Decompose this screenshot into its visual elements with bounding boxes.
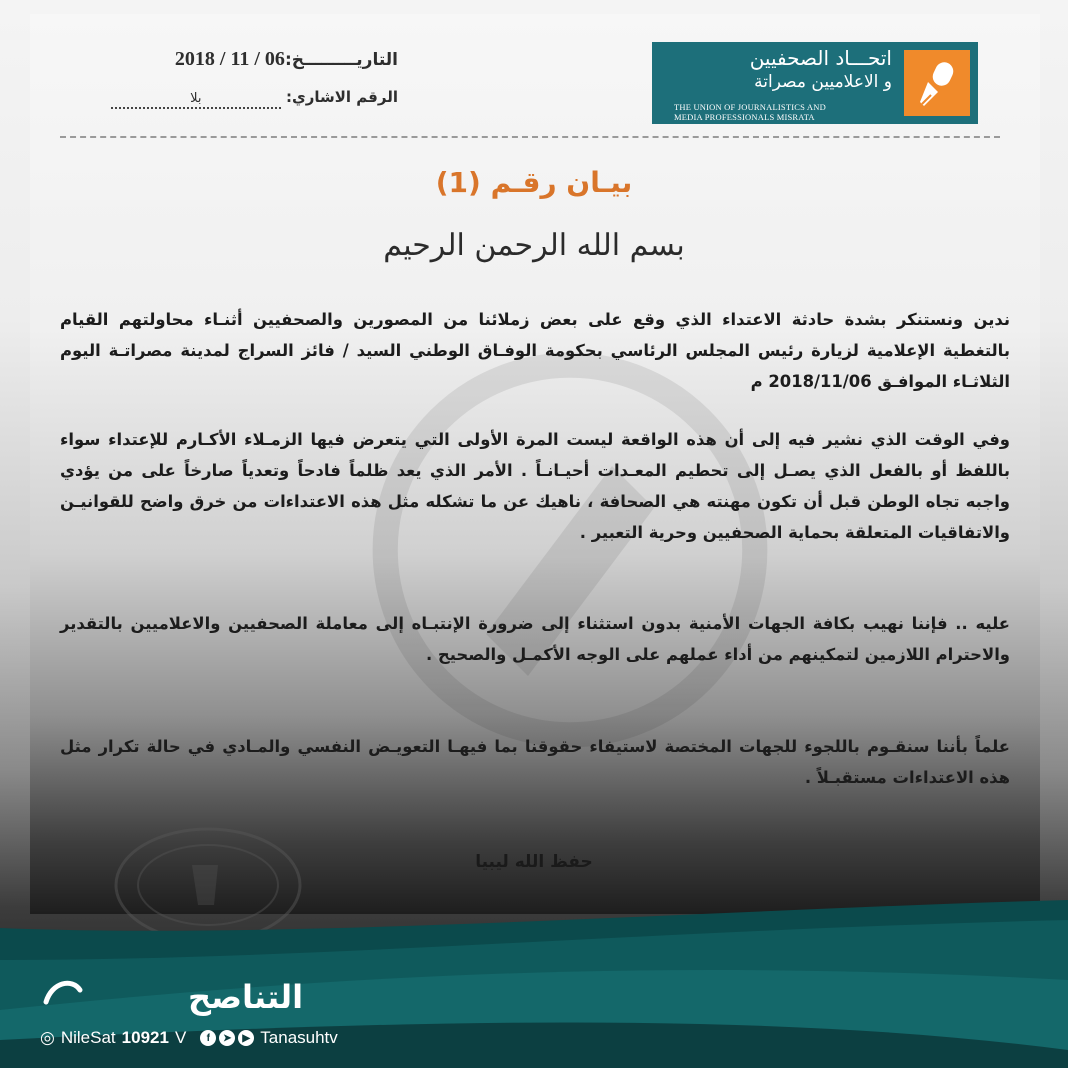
channel-name: التناصح — [188, 978, 304, 1016]
paragraph-1: ندين ونستنكر بشدة حادثة الاعتداء الذي وقع على بعض زملائنا من المصورين والصحفيين أثنـاء محاولتهم القيام بالتغطية الإعلامية لزيارة رئيس المجلس الرئاسي بحكومة الوفـاق الوطني السيد / فائز السراج لمدينة مصراتـة اليوم الثلاثـاء الموافـق 2018/11/06 م — [60, 310, 1010, 391]
telegram-icon: ➤ — [219, 1030, 235, 1046]
logo-arabic-line1: اتحـــاد الصحفيين — [749, 46, 892, 70]
channel-handles — [40, 1028, 338, 1048]
logo-english-line2: MEDIA PROFESSIONALS MISRATA — [674, 112, 815, 122]
satellite-suffix: V — [174, 1028, 187, 1047]
reference-line — [111, 88, 398, 109]
paragraph-2: وفي الوقت الذي نشير فيه إلى أن هذه الواقعة ليست المرة الأولى التي يتعرض فيها الزمـلاء الأكـارم للإعتداء سواء باللفظ أو بالفعل الذي يصـل إلى تحطيم المعـدات أحيـانـاً . الأمر الذي يعد ظلماً فادحاً وتعدياً صارخاً على من يؤدي واجبه تجاه الوطن قبل أن تكون مهنته هي الصحافة ، ناهيك عن ما تشكله مثل هذه الاعتداءات من خرق واضح للقوانيـن والاتفاقيات المتعلقة بحماية الصحفيين وحرية التعبير . — [60, 430, 1010, 542]
youtube-icon: ▶ — [238, 1030, 254, 1046]
satellite-prefix: NileSat — [60, 1028, 116, 1047]
union-logo — [652, 42, 978, 124]
facebook-icon: f — [200, 1030, 216, 1046]
reference-value: بلا — [111, 91, 281, 109]
reference-label: الرقم الاشاري: — [286, 88, 398, 106]
date-line — [175, 48, 398, 71]
signoff: حفظ الله ليبيا — [475, 852, 593, 872]
satellite-icon: ◎ — [40, 1028, 55, 1047]
paragraph-4: علماً بأننا سنقـوم باللجوء للجهات المختصة لاستيفاء حقوقنا بما فيهـا التعويـض النفسي والمـادي في حالة تكرار مثل هذه الاعتداءات مستقبـلاً . — [60, 737, 1010, 787]
statement-title: بيـان رقـم (1) — [435, 166, 633, 199]
channel-logo-icon — [42, 972, 304, 1018]
pen-microphone-icon — [904, 50, 970, 116]
satellite-number: 10921 — [121, 1028, 169, 1047]
social-handle: Tanasuhtv — [260, 1028, 338, 1047]
basmala: بسم الله الرحمن الرحيم — [383, 228, 685, 263]
paragraph-3: عليه .. فإننا نهيب بكافة الجهات الأمنية بدون استثناء إلى ضرورة الإنتبـاه إلى معاملة الصحفيين والاعلاميين بالتقدير والاحترام اللازمين لتمكينهم من أداء عملهم على الوجه الأكمـل والصحيح . — [60, 614, 1010, 664]
header-divider — [60, 136, 1000, 138]
date-value: 2018 / 11 / 06 — [174, 48, 285, 70]
logo-english-line1: THE UNION OF JOURNALISTICS AND — [674, 102, 826, 112]
date-label: التاريـــــــــخ: — [284, 50, 398, 70]
logo-arabic-line2: و الاعلاميين مصراتة — [754, 72, 892, 92]
